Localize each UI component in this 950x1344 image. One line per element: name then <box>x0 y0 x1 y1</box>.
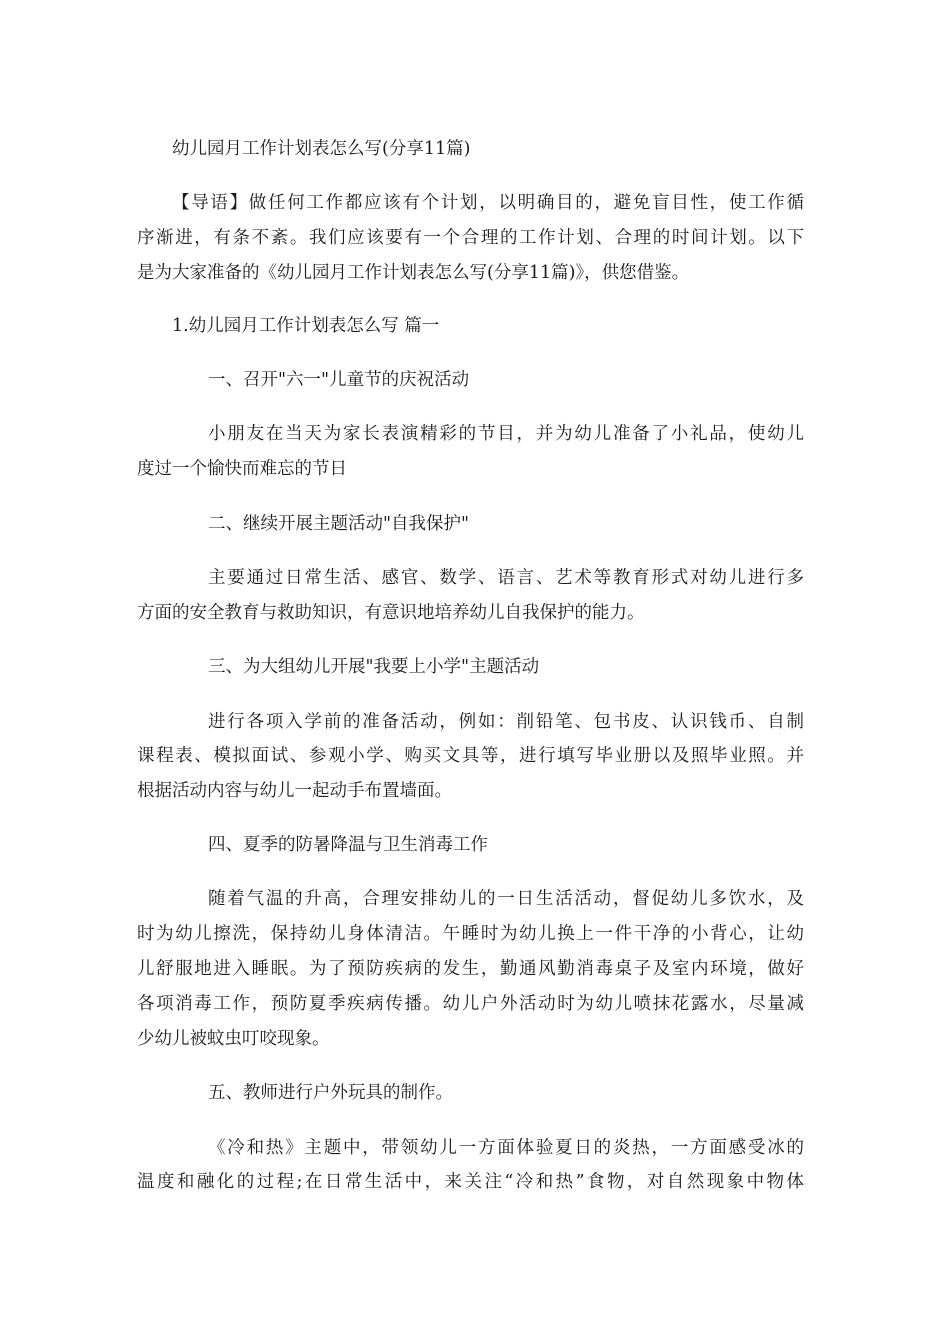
item-5-line-1: 《冷和热》主题中，带领幼儿一方面体验夏日的炎热，一方面感受冰的 <box>208 1138 804 1158</box>
item-4-line-2: 时为幼儿擦洗，保持幼儿身体清洁。午睡时为幼儿换上一件干净的小背心，让幼 <box>137 924 804 944</box>
item-4-line-1: 随着气温的升高，合理安排幼儿的一日生活活动，督促幼儿多饮水，及 <box>208 889 804 909</box>
intro-line-1: 【导语】做任何工作都应该有个计划，以明确目的，避免盲目性，使工作循 <box>172 193 804 213</box>
item-3-line-3: 根据活动内容与幼儿一起动手布置墙面。 <box>137 781 452 801</box>
item-3-line-2: 课程表、模拟面试、参观小学、购买文具等，进行填写毕业册以及照毕业照。并 <box>137 746 804 766</box>
item-5-heading: 五、教师进行户外玩具的制作。 <box>208 1083 453 1103</box>
item-3-line-1: 进行各项入学前的准备活动，例如：削铅笔、包书皮、认识钱币、自制 <box>208 712 804 732</box>
item-4-line-4: 各项消毒工作，预防夏季疾病传播。幼儿户外活动时为幼儿喷抹花露水，尽量减 <box>137 994 804 1014</box>
item-1-line-2: 度过一个愉快而难忘的节日 <box>137 459 347 479</box>
intro-line-3: 是为大家准备的《幼儿园月工作计划表怎么写(分享11篇)》，供您借鉴。 <box>137 263 690 283</box>
item-1-line-1: 小朋友在当天为家长表演精彩的节目，并为幼儿准备了小礼品，使幼儿 <box>208 424 804 444</box>
item-3-heading: 三、为大组幼儿开展"我要上小学"主题活动 <box>208 657 540 677</box>
intro-line-2: 序渐进，有条不紊。我们应该要有一个合理的工作计划、合理的时间计划。以下 <box>137 228 804 248</box>
item-1-heading: 一、召开"六一"儿童节的庆祝活动 <box>208 370 470 390</box>
item-4-line-5: 少幼儿被蚊虫叮咬现象。 <box>137 1029 330 1049</box>
item-5-line-2: 温度和融化的过程;在日常生活中，来关注“冷和热”食物，对自然现象中物体 <box>137 1172 804 1192</box>
item-4-heading: 四、夏季的防暑降温与卫生消毒工作 <box>208 835 488 855</box>
item-4-line-3: 儿舒服地进入睡眠。为了预防疾病的发生，勤通风勤消毒桌子及室内环境，做好 <box>137 959 804 979</box>
item-2-heading: 二、继续开展主题活动"自我保护" <box>208 514 470 534</box>
section-heading: 1.幼儿园月工作计划表怎么写 篇一 <box>172 316 440 336</box>
document-title: 幼儿园月工作计划表怎么写(分享11篇) <box>172 139 471 159</box>
item-2-line-1: 主要通过日常生活、感官、数学、语言、艺术等教育形式对幼儿进行多 <box>208 568 804 588</box>
item-2-line-2: 方面的安全教育与救助知识，有意识地培养幼儿自我保护的能力。 <box>137 603 645 623</box>
